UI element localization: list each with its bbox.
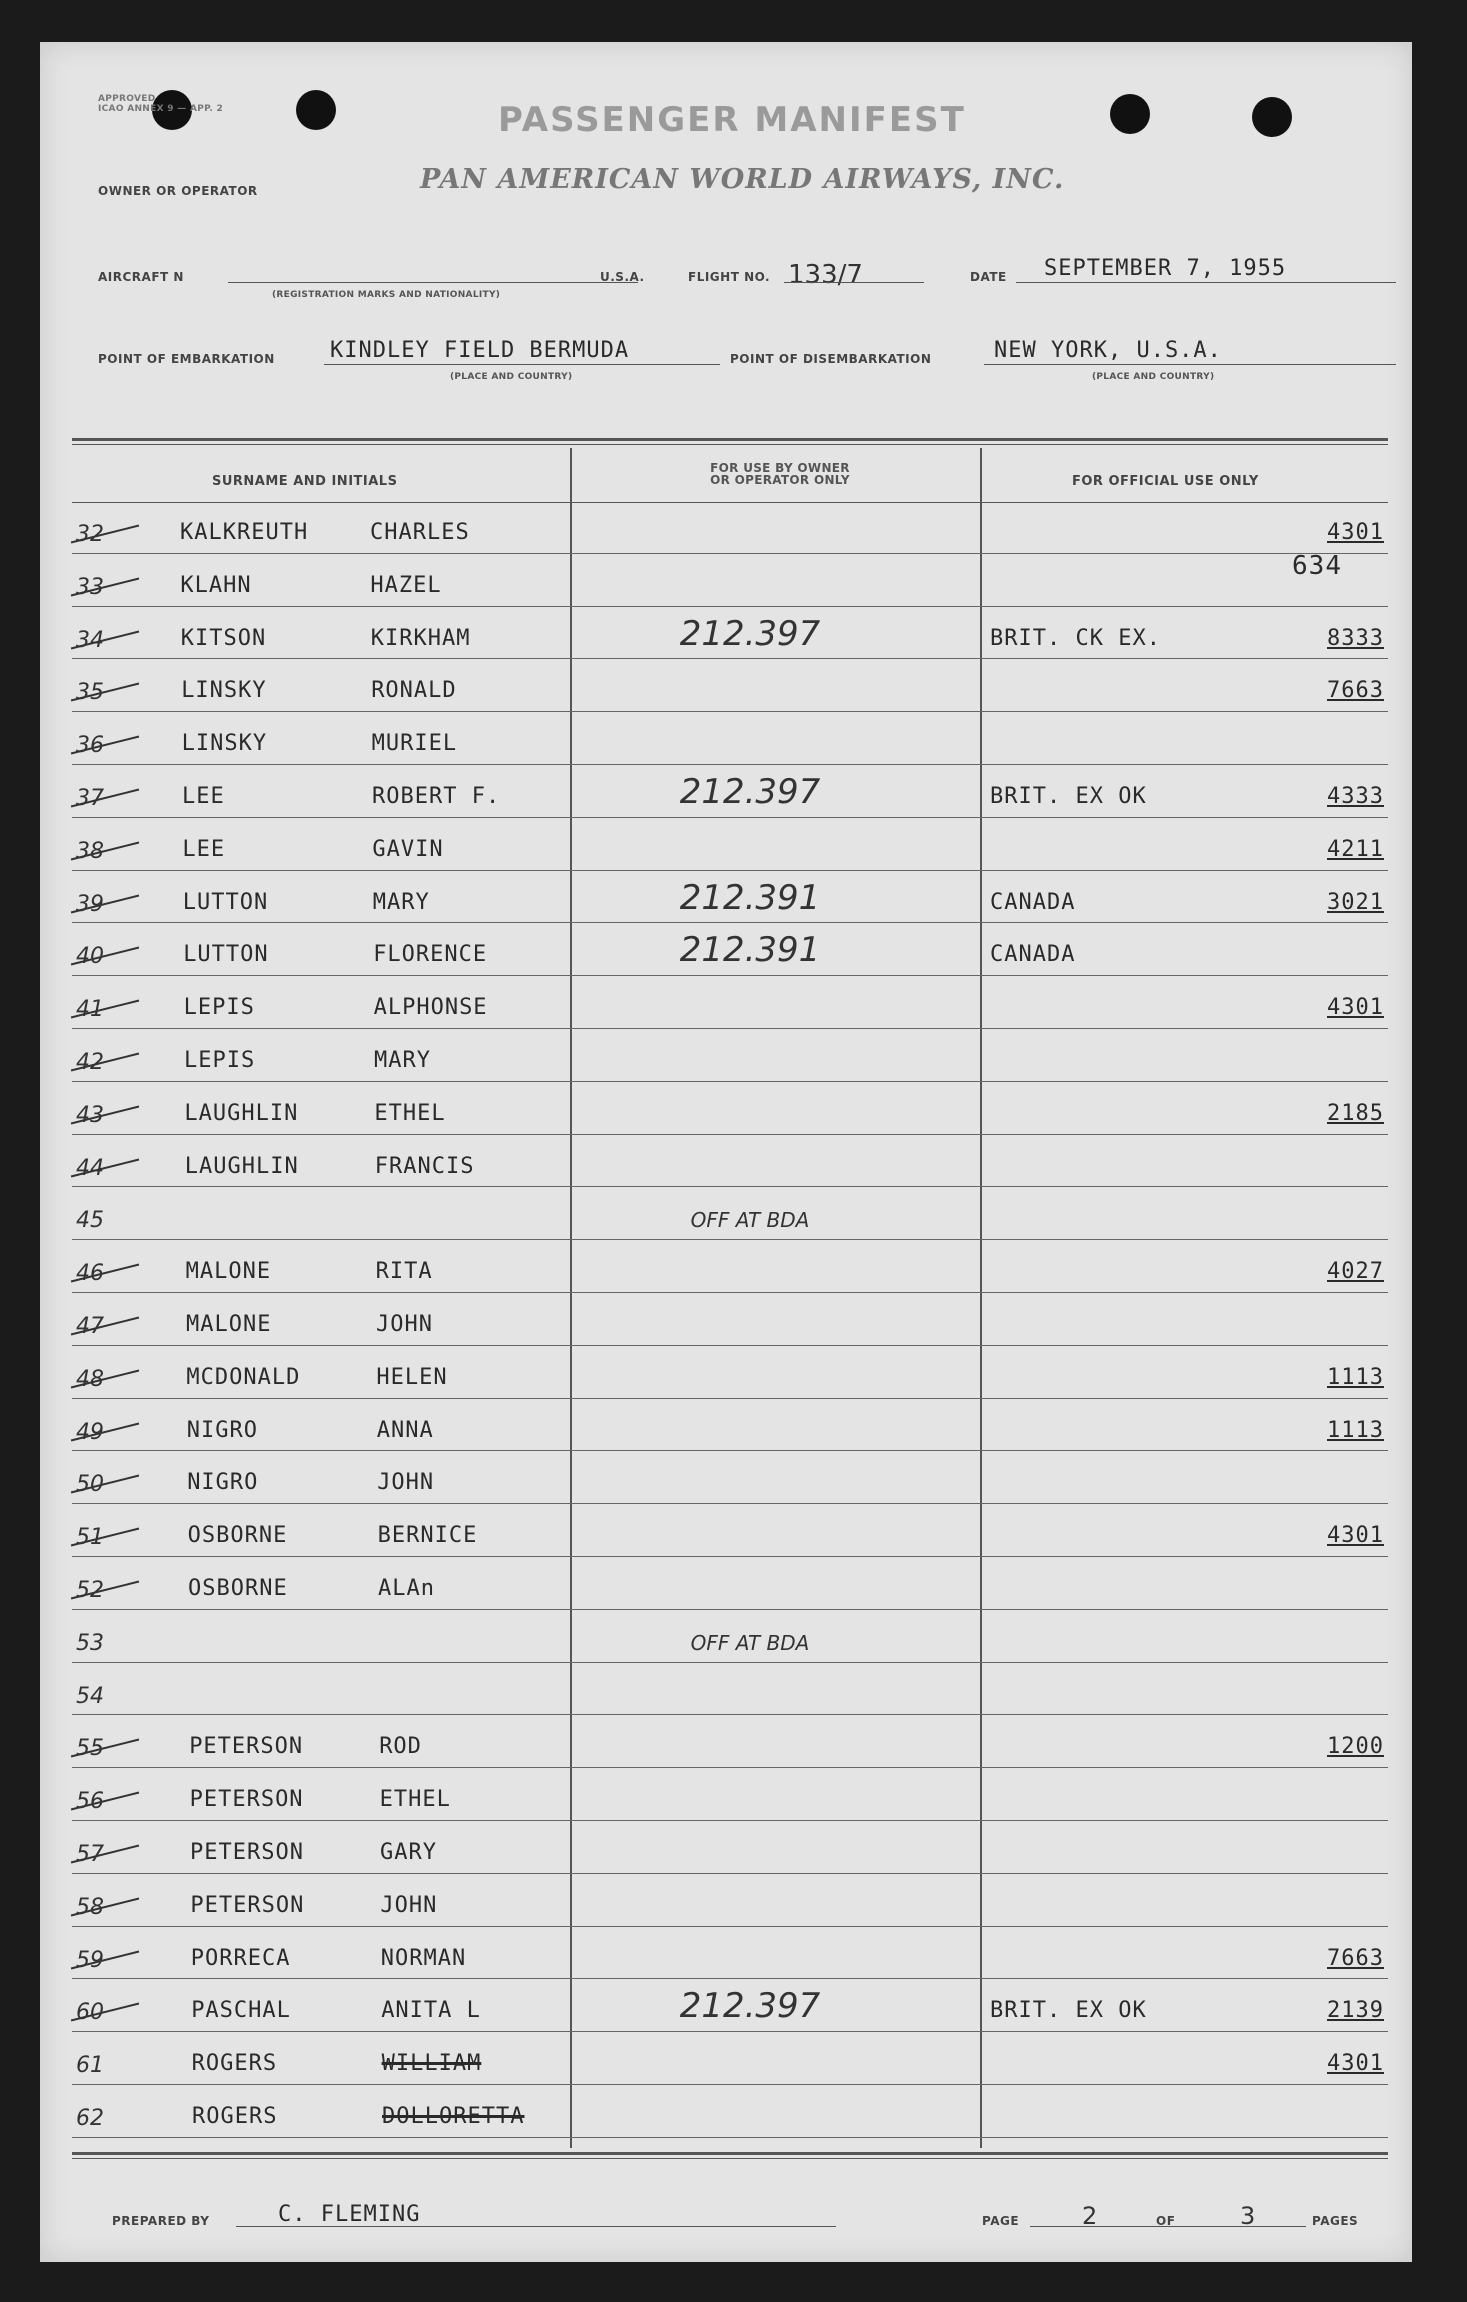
passenger-given-name: JOHN [377,1470,435,1496]
flight-value: 133/7 [788,260,863,290]
passenger-given-name: RITA [375,1259,433,1285]
passenger-name [189,1682,379,1707]
passenger-name [185,1206,375,1231]
passenger-surname: ROGERS [191,2051,278,2077]
official-code: 4301 [1327,520,1384,545]
official-code: 8333 [1327,625,1384,651]
row-rule [72,1450,1388,1451]
aircraft-underline [228,282,638,283]
passenger-name [183,890,430,915]
column-divider-1 [570,448,572,2148]
passenger-surname: LAUGHLIN [184,1153,299,1179]
passenger-given-name: ROD [379,1734,422,1760]
row-rule [72,2031,1388,2032]
passenger-surname: KITSON [180,625,267,651]
passenger-name [181,626,471,651]
passenger-name [190,1787,451,1812]
surname-column-header: SURNAME AND INITIALS [212,474,398,489]
passenger-given-name: JOHN [376,1312,433,1337]
row-rule [72,1556,1388,1557]
aircraft-sub-label: (REGISTRATION MARKS AND NATIONALITY) [272,290,501,300]
official-code: 1113 [1327,1417,1384,1443]
passenger-surname: LUTTON [182,889,269,915]
row-number: 44 [76,1156,136,1181]
passenger-surname: LEPIS [183,995,255,1021]
table-bottom-rule-2 [72,2158,1388,2159]
passenger-name [181,678,456,703]
passenger-surname: LUTTON [183,942,269,968]
row-number: 58 [76,1895,136,1920]
passenger-surname: NIGRO [186,1417,259,1443]
row-number: 45 [76,1208,104,1234]
row-number: 50 [76,1472,136,1497]
passenger-given-name: CHARLES [370,520,470,545]
official-code: 7663 [1327,678,1384,704]
official-use-entry: BRIT. CK EX. [990,625,1161,651]
official-code: 4301 [1327,2051,1384,2077]
row-number: 62 [76,2106,104,2131]
passenger-given-name: FLORENCE [373,942,488,968]
embarkation-sub-label: (PLACE AND COUNTRY) [450,372,573,382]
disembarkation-sub-label: (PLACE AND COUNTRY) [1092,372,1215,382]
row-number: 51 [76,1525,136,1550]
embarkation-underline [324,364,720,365]
flight-label: FLIGHT NO. [688,270,771,284]
passenger-name [190,1840,437,1865]
row-rule [72,922,1388,923]
owner-use-entry: 212.397 [679,1986,821,2027]
passenger-name [185,1154,475,1179]
row-number: 34 [76,628,136,653]
row-rule [72,606,1388,607]
manifest-sheet [40,42,1412,2262]
passenger-given-name: ANITA L [381,1998,481,2024]
owner-use-entry: 212.397 [679,613,821,654]
owner-use-entry: 212.391 [679,877,821,918]
row-rule [72,975,1388,976]
official-code: 4301 [1327,995,1384,1021]
passenger-given-name: ROBERT F. [372,784,501,809]
punch-hole-icon [296,90,336,130]
row-rule [72,553,1388,554]
row-number: 61 [76,2053,104,2079]
passenger-surname: PORRECA [190,1945,291,1971]
date-underline [1016,282,1396,283]
passenger-surname: PASCHAL [191,1998,291,2024]
passenger-surname: LINSKY [181,731,268,757]
passenger-given-name: MARY [372,889,430,915]
passenger-name [180,520,470,545]
passenger-name [182,837,443,862]
row-rule [72,1239,1388,1240]
date-value: SEPTEMBER 7, 1955 [1044,256,1287,281]
row-number: 39 [76,892,136,917]
disembarkation-underline [984,364,1396,365]
page-title: PASSENGER MANIFEST [498,100,966,140]
row-rule [72,1186,1388,1187]
owner-value: PAN AMERICAN WORLD AIRWAYS, INC. [420,164,1065,195]
row-rule [72,1926,1388,1927]
official-code: 1200 [1327,1734,1384,1760]
official-code: 4301 [1327,1523,1384,1549]
row-number: 40 [76,944,136,969]
row-rule [72,1978,1388,1979]
of-label: OF [1156,2214,1176,2228]
passenger-surname: OSBORNE [188,1576,288,1601]
header-bottom-rule [72,502,1388,503]
embarkation-label: POINT OF EMBARKATION [98,352,275,366]
row-rule [72,1503,1388,1504]
passenger-name [192,2051,482,2076]
passenger-name [189,1734,422,1759]
passenger-given-name: WILLIAM [381,2051,482,2077]
page-underline [1030,2226,1306,2227]
prepared-by-label: PREPARED BY [112,2214,210,2228]
passenger-given-name: ETHEL [379,1787,451,1813]
passenger-given-name: ALAn [378,1576,435,1601]
embarkation-value: KINDLEY FIELD BERMUDA [330,338,630,363]
owner-use-entry: 212.391 [679,930,821,971]
table-top-rule [72,438,1388,441]
passenger-name [182,731,457,756]
row-rule [72,2084,1388,2085]
owner-use-entry: OFF AT BDA [690,1208,810,1233]
passenger-name [188,1523,478,1548]
passenger-name [188,1576,435,1601]
passenger-given-name: JOHN [380,1892,438,1918]
passenger-surname: NIGRO [187,1470,259,1496]
aircraft-label: AIRCRAFT N [98,270,184,284]
row-number: 55 [76,1736,136,1761]
passenger-surname: ROGERS [192,2104,278,2129]
passenger-surname: PETERSON [190,1840,304,1865]
row-rule [72,1609,1388,1610]
row-number: 52 [76,1578,136,1603]
passenger-surname: KALKREUTH [180,520,309,545]
row-rule [72,1873,1388,1874]
official-code: 2185 [1327,1100,1384,1126]
row-rule [72,1767,1388,1768]
punch-hole-icon [1252,97,1292,137]
passenger-given-name: ALPHONSE [373,995,488,1021]
row-rule [72,1820,1388,1821]
passenger-surname: KLAHN [180,572,252,598]
usa-label: U.S.A. [600,270,645,284]
official-use-entry: BRIT. EX OK [990,784,1147,809]
row-rule [72,764,1388,765]
passenger-name [182,784,500,809]
passenger-surname: LAUGHLIN [184,1100,299,1126]
passenger-given-name: DOLLORETTA [382,2104,525,2129]
official-code: 3021 [1327,889,1384,915]
passenger-name [186,1365,447,1390]
page-value: 2 [1082,2202,1098,2230]
row-rule [72,658,1388,659]
official-code: 2139 [1327,1998,1384,2024]
passenger-given-name: GAVIN [372,836,444,862]
row-rule [72,1662,1388,1663]
passenger-name [186,1259,433,1284]
row-rule [72,870,1388,871]
passenger-given-name: ETHEL [374,1100,446,1126]
passenger-surname: PETERSON [190,1892,305,1918]
passenger-name [184,1101,445,1126]
official-code: 1113 [1327,1364,1384,1390]
passenger-given-name: RONALD [371,678,457,704]
owner-label: OWNER OR OPERATOR [98,184,258,198]
official-code: 4211 [1327,836,1384,862]
passenger-given-name: MURIEL [371,731,458,757]
row-number: 57 [76,1842,136,1867]
passenger-given-name: ANNA [376,1417,434,1443]
passenger-name [191,1998,481,2023]
flight-underline [784,282,924,283]
page-label: PAGE [982,2214,1020,2228]
official-code: 4027 [1327,1259,1384,1285]
row-number: 43 [76,1103,136,1128]
row-number: 37 [76,786,136,811]
passenger-name [184,995,488,1020]
table-top-rule-2 [72,444,1388,445]
row-rule [72,1081,1388,1082]
row-number: 42 [76,1050,136,1075]
passenger-surname: MCDONALD [186,1364,301,1390]
prepared-underline [236,2226,836,2227]
official-column-header: FOR OFFICIAL USE ONLY [1072,474,1259,489]
passenger-given-name: BERNICE [377,1523,478,1549]
owner-use-entry: 212.397 [679,772,821,812]
row-rule [72,1028,1388,1029]
official-use-entry: CANADA [990,942,1076,968]
official-use-entry: BRIT. EX OK [990,1998,1147,2024]
passenger-surname: LEE [182,784,225,809]
passenger-surname: LINSKY [181,678,267,704]
passenger-name [191,1946,466,1971]
passenger-surname: OSBORNE [187,1523,288,1549]
official-use-entry: CANADA [990,889,1076,915]
row-number: 35 [76,680,136,705]
approval-note: APPROVED ICAO ANNEX 9 — APP. 2 [98,94,224,114]
row-number: 47 [76,1314,136,1339]
passenger-surname: PETERSON [189,1787,304,1813]
passenger-given-name: HAZEL [370,572,442,598]
pages-label: PAGES [1312,2214,1359,2228]
passenger-given-name: FRANCIS [374,1153,475,1179]
passenger-surname: MALONE [186,1312,272,1337]
row-number: 48 [76,1367,136,1392]
owner-column-header: FOR USE BY OWNER OR OPERATOR ONLY [710,461,850,487]
passenger-name [192,2104,524,2129]
passenger-surname: LEE [182,836,226,862]
row-number: 33 [76,575,136,600]
row-number: 49 [76,1420,136,1445]
row-rule [72,1292,1388,1293]
row-number: 60 [76,2000,136,2025]
row-number: 54 [76,1683,104,1709]
passenger-surname: LEPIS [184,1048,256,1073]
row-rule [72,1398,1388,1399]
row-rule [72,711,1388,712]
of-value: 3 [1240,2202,1256,2230]
passenger-name [184,1048,431,1073]
passenger-name [183,942,487,967]
passenger-given-name: KIRKHAM [370,625,471,651]
row-rule [72,1134,1388,1135]
row-number: 36 [76,733,136,758]
passenger-given-name: GARY [380,1840,437,1865]
passenger-name [187,1418,434,1443]
prepared-by-value: C. FLEMING [278,2202,421,2227]
passenger-name [188,1629,378,1654]
row-number: 41 [76,997,136,1022]
official-code: 7663 [1327,1945,1384,1971]
row-number: 53 [76,1630,104,1656]
disembarkation-label: POINT OF DISEMBARKATION [730,352,932,366]
row-rule [72,1345,1388,1346]
date-label: DATE [970,270,1007,284]
passenger-name [180,573,441,598]
row-number: 56 [76,1789,136,1814]
passenger-given-name: MARY [374,1048,431,1073]
table-bottom-rule [72,2152,1388,2155]
official-code: 4333 [1327,784,1384,809]
disembarkation-value: NEW YORK, U.S.A. [994,338,1222,363]
owner-use-entry: OFF AT BDA [690,1630,810,1655]
punch-hole-icon [1110,94,1150,134]
passenger-name [187,1470,434,1495]
passenger-name [190,1893,437,1918]
row-number: 38 [76,839,136,864]
row-number: 46 [76,1261,136,1286]
passenger-surname: MALONE [185,1259,272,1285]
passenger-given-name: HELEN [376,1364,448,1390]
row-rule [72,2137,1388,2138]
row-number: 59 [76,1948,136,1973]
passenger-name [186,1312,433,1337]
official-code: 634 [1292,550,1342,581]
row-number: 32 [76,522,136,547]
passenger-given-name: NORMAN [380,1945,467,1971]
row-rule [72,1714,1388,1715]
column-divider-2 [980,448,982,2148]
row-rule [72,817,1388,818]
passenger-surname: PETERSON [189,1734,304,1760]
